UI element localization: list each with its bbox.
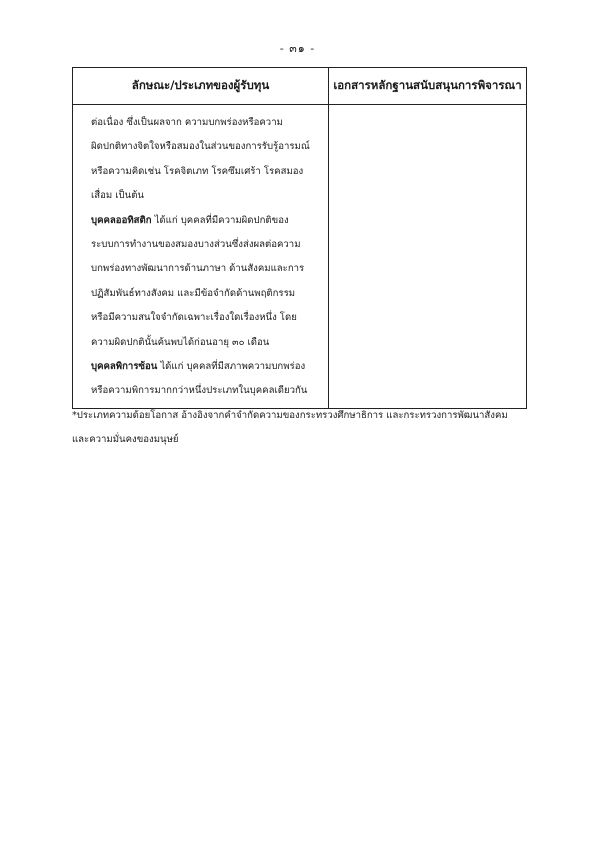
description-line bbox=[91, 355, 320, 379]
line-text: หรือความคิดเช่น โรคจิตเภท โรคซึมเศร้า โรคสมอง bbox=[91, 165, 304, 177]
footnote-line: และความมั่นคงของมนุษย์ bbox=[72, 434, 179, 445]
page-number: - ๓๑ - bbox=[279, 42, 316, 55]
description-line bbox=[91, 306, 320, 330]
line-text: บกพร่องทางพัฒนาการด้านภาษา ด้านสังคมและการ bbox=[91, 263, 305, 275]
description-line bbox=[91, 111, 320, 135]
description-line bbox=[91, 160, 320, 184]
line-text: เสื่อม เป็นต้น bbox=[91, 190, 144, 202]
line-text: ปฏิสัมพันธ์ทางสังคม และมีข้อจำกัดด้านพฤติกรรม bbox=[91, 287, 296, 299]
line-text: หรือมีความสนใจจำกัดเฉพาะเรื่องใดเรื่องหนึ่ง โดย bbox=[91, 312, 297, 324]
footnote bbox=[72, 404, 542, 452]
header-supporting-documents: เอกสารหลักฐานสนับสนุนการพิจารณา bbox=[329, 68, 527, 105]
description-line bbox=[91, 379, 320, 403]
recipient-type-description bbox=[73, 105, 329, 409]
description-line bbox=[91, 331, 320, 355]
description-line bbox=[91, 184, 320, 208]
line-text: ผิดปกติทางจิตใจหรือสมองในส่วนของการรับรู้อารมณ์ bbox=[91, 141, 310, 153]
line-text: ได้แก่ บุคคลที่มีสภาพความบกพร่อง bbox=[157, 361, 306, 373]
description-line bbox=[91, 233, 320, 257]
term-multiple-disabilities: บุคคลพิการซ้อน bbox=[91, 361, 158, 373]
line-text: ความผิดปกตินั้นค้นพบได้ก่อนอายุ ๓๐ เดือน bbox=[91, 336, 270, 348]
description-line bbox=[91, 135, 320, 159]
table-header-row bbox=[73, 68, 527, 105]
criteria-table bbox=[72, 67, 527, 409]
line-text: ต่อเนื่อง ซึ่งเป็นผลจาก ความบกพร่องหรือความ bbox=[91, 117, 283, 128]
supporting-documents-cell bbox=[329, 105, 527, 409]
description-line bbox=[91, 209, 320, 233]
term-autistic-person: บุคคลออทิสติก bbox=[91, 214, 152, 226]
line-text: ได้แก่ บุคคลที่มีความผิดปกติของ bbox=[151, 214, 289, 226]
line-text: ระบบการทำงานของสมองบางส่วนซึ่งส่งผลต่อความ bbox=[91, 239, 301, 251]
description-line bbox=[91, 282, 320, 306]
table-row bbox=[73, 105, 527, 409]
header-recipient-type: ลักษณะ/ประเภทของผู้รับทุน bbox=[73, 68, 329, 105]
description-line bbox=[91, 257, 320, 281]
line-text: หรือความพิการมากกว่าหนึ่งประเภทในบุคคลเดียวกัน bbox=[91, 385, 308, 397]
footnote-line: *ประเภทความด้อยโอกาส อ้างอิงจากคำจำกัดความของกระทรวงศึกษาธิการ และกระทรวงการพัฒนาสังคม bbox=[72, 410, 508, 421]
